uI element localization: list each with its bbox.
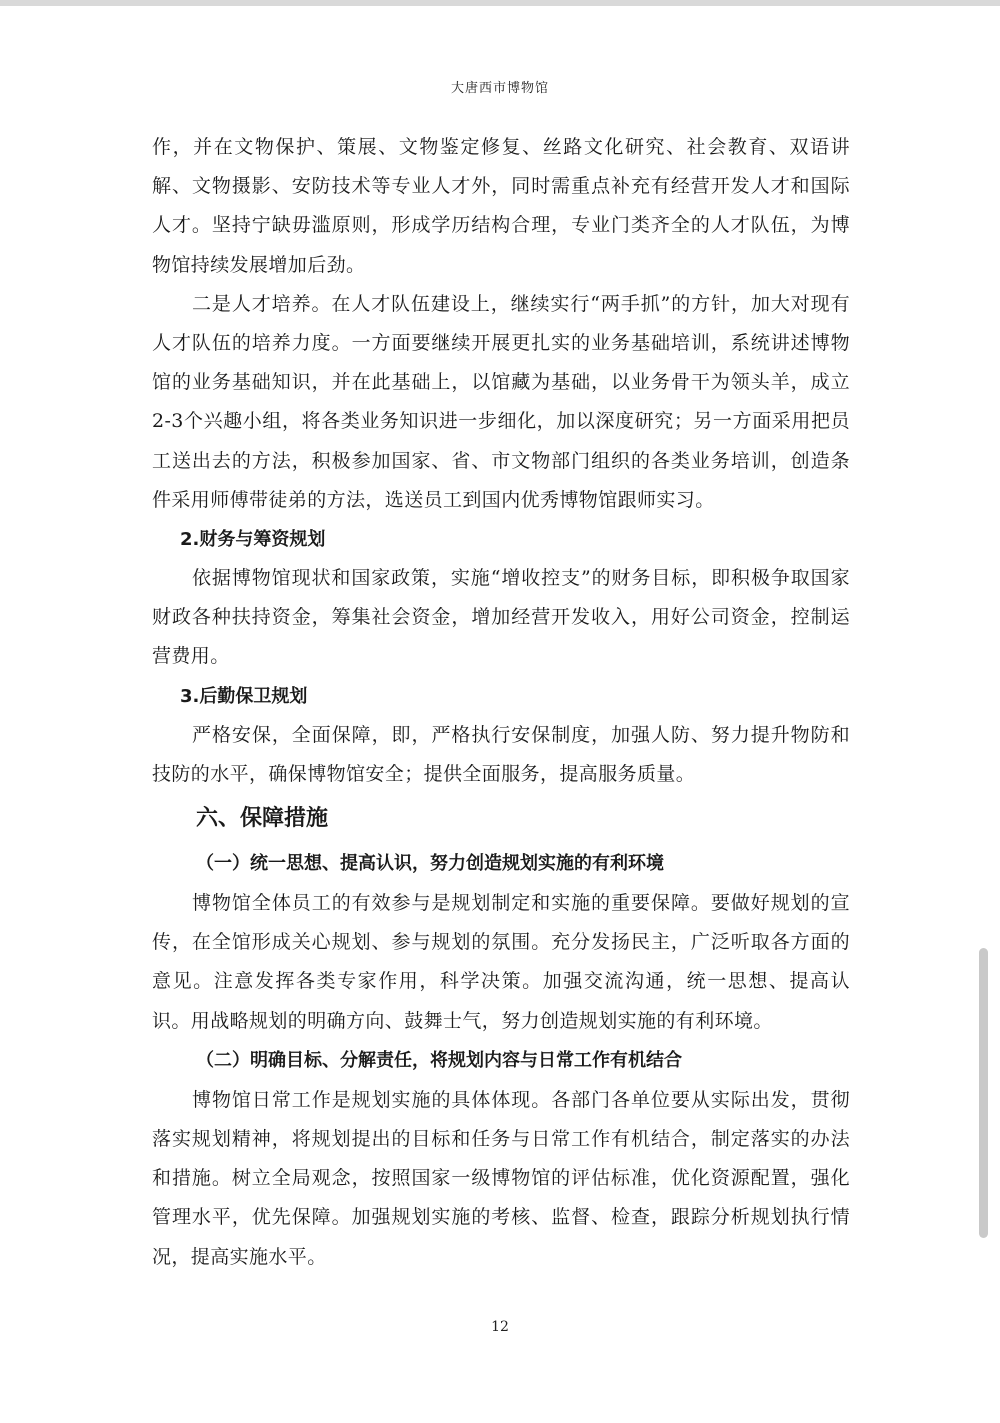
page-body xyxy=(152,128,850,1277)
paragraph-talent-training: 二是人才培养。在人才队伍建设上，继续实行“两手抓”的方针，加大对现有人才队伍的培养力度。一方面要继续开展更扎实的业务基础培训，系统讲述博物馆的业务基础知识，并在此基础上，以馆藏为基础，以业务骨干为领头羊，成立2-3个兴趣小组，将各类业务知识进一步细化，加以深度研究；另一方面采用把员工送出去的方法，积极参加国家、省、市文物部门组织的各类业务培训，创造条件采用师傅带徒弟的方法，选送员工到国内优秀博物馆跟师实习。 xyxy=(152,292,850,511)
subheading-unify-thinking: （一）统一思想、提高认识，努力创造规划实施的有利环境 xyxy=(196,853,664,875)
page-number: 12 xyxy=(491,1319,509,1335)
paragraph-talent-recruitment: 作，并在文物保护、策展、文物鉴定修复、丝路文化研究、社会教育、双语讲解、文物摄影、安防技术等专业人才外，同时需重点补充有经营开发人才和国际人才。坚持宁缺毋滥原则，形成学历结构合理，专业门类齐全的人才队伍，为博物馆持续发展增加后劲。 xyxy=(152,136,850,276)
paragraph-clear-goals: 博物馆日常工作是规划实施的具体体现。各部门各单位要从实际出发，贯彻落实规划精神，将规划提出的目标和任务与日常工作有机结合，制定落实的办法和措施。树立全局观念，按照国家一级博物馆的评估标准，优化资源配置，强化管理水平，优先保障。加强规划实施的考核、监督、检查，跟踪分析规划执行情况，提高实施水平。 xyxy=(152,1088,850,1268)
viewer-top-strip xyxy=(0,0,1000,6)
paragraph-finance: 依据博物馆现状和国家政策，实施“增收控支”的财务目标，即积极争取国家财政各种扶持资金，筹集社会资金，增加经营开发收入，用好公司资金，控制运营费用。 xyxy=(152,567,850,668)
section-heading-safeguards: 六、保障措施 xyxy=(196,806,329,832)
paragraph-logistics: 严格安保，全面保障，即，严格执行安保制度，加强人防、努力提升物防和技防的水平，确保博物馆安全；提供全面服务，提高服务质量。 xyxy=(152,723,850,785)
heading-finance-plan: 2.财务与筹资规划 xyxy=(180,529,326,551)
subheading-clear-goals: （二）明确目标、分解责任，将规划内容与日常工作有机结合 xyxy=(196,1049,682,1071)
heading-logistics-plan: 3.后勤保卫规划 xyxy=(180,685,308,707)
paragraph-unify-thinking: 博物馆全体员工的有效参与是规划制定和实施的重要保障。要做好规划的宣传，在全馆形成关心规划、参与规划的氛围。充分发扬民主，广泛听取各方面的意见。注意发挥各类专家作用，科学决策。加强交流沟通，统一思想、提高认识。用战略规划的明确方向、鼓舞士气，努力创造规划实施的有利环境。 xyxy=(152,892,850,1032)
running-header: 大唐西市博物馆 xyxy=(450,81,549,96)
scrollbar-thumb[interactable] xyxy=(979,948,988,1238)
